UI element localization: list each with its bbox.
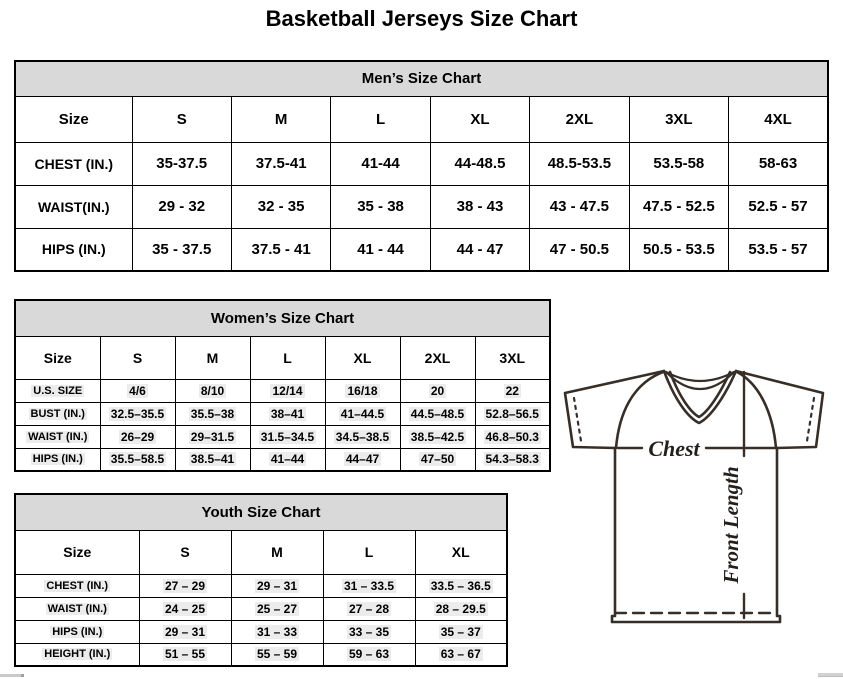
right-cuff-dashed-line: [807, 398, 814, 441]
front-length-label: Front Length: [719, 466, 743, 584]
size-value: 38.5–42.5: [400, 425, 475, 448]
measurement-row: [15, 448, 550, 471]
table-title-row: [15, 300, 550, 336]
row-label: HIPS (IN.): [15, 228, 132, 271]
youth-size-table: [14, 493, 508, 667]
size-value: 26–29: [100, 425, 175, 448]
size-value: 41 - 44: [331, 228, 430, 271]
column-header: L: [250, 336, 325, 379]
size-value: 43 - 47.5: [530, 185, 629, 228]
size-value: 44.5–48.5: [400, 402, 475, 425]
column-header: M: [175, 336, 250, 379]
column-header: 4XL: [729, 96, 828, 142]
column-header: S: [132, 96, 231, 142]
size-value: 28 – 29.5: [415, 597, 507, 620]
size-value: 58-63: [729, 142, 828, 185]
chest-label: Chest: [648, 436, 700, 461]
size-value: 8/10: [175, 379, 250, 402]
column-header: XL: [325, 336, 400, 379]
size-value: 38–41: [250, 402, 325, 425]
size-value: 48.5-53.5: [530, 142, 629, 185]
size-value: 29 - 32: [132, 185, 231, 228]
measurement-row: [15, 228, 828, 271]
size-value: 33 – 35: [323, 620, 415, 643]
column-header: XL: [415, 530, 507, 574]
size-value: 35-37.5: [132, 142, 231, 185]
column-header-row: [15, 96, 828, 142]
column-header: M: [231, 530, 323, 574]
row-label: BUST (IN.): [15, 402, 100, 425]
column-header-row: [15, 530, 507, 574]
size-value: 27 – 28: [323, 597, 415, 620]
size-value: 31 – 33: [231, 620, 323, 643]
size-value: 44-48.5: [430, 142, 529, 185]
size-value: 51 – 55: [139, 643, 231, 666]
row-label: CHEST (IN.): [15, 574, 139, 597]
row-label: WAIST(IN.): [15, 185, 132, 228]
size-value: 27 – 29: [139, 574, 231, 597]
column-header: L: [323, 530, 415, 574]
column-header: XL: [430, 96, 529, 142]
column-header: 2XL: [400, 336, 475, 379]
row-label: HEIGHT (IN.): [15, 643, 139, 666]
size-value: 22: [475, 379, 550, 402]
size-value: 35.5–58.5: [100, 448, 175, 471]
row-label: HIPS (IN.): [15, 620, 139, 643]
jersey-diagram: [562, 366, 828, 626]
size-value: 29–31.5: [175, 425, 250, 448]
size-value: 31.5–34.5: [250, 425, 325, 448]
collar-inner-v: [670, 372, 730, 417]
size-value: 41–44.5: [325, 402, 400, 425]
size-value: 35 - 37.5: [132, 228, 231, 271]
size-value: 44–47: [325, 448, 400, 471]
size-value: 16/18: [325, 379, 400, 402]
column-header: 2XL: [530, 96, 629, 142]
size-value: 24 – 25: [139, 597, 231, 620]
table-title-row: [15, 61, 828, 96]
column-header: Size: [15, 96, 132, 142]
size-value: 41–44: [250, 448, 325, 471]
size-value: 47–50: [400, 448, 475, 471]
size-value: 50.5 - 53.5: [629, 228, 728, 271]
column-header: S: [100, 336, 175, 379]
row-label: WAIST (IN.): [15, 597, 139, 620]
jersey-right-sleeve-outline: [736, 371, 823, 448]
size-value: 41-44: [331, 142, 430, 185]
size-value: 37.5 - 41: [231, 228, 330, 271]
size-value: 53.5 - 57: [729, 228, 828, 271]
womens-size-table: [14, 299, 551, 472]
row-label: HIPS (IN.): [15, 448, 100, 471]
size-value: 38.5–41: [175, 448, 250, 471]
size-value: 46.8–50.3: [475, 425, 550, 448]
size-value: 12/14: [250, 379, 325, 402]
row-label: WAIST (IN.): [15, 425, 100, 448]
measurement-row: [15, 379, 550, 402]
column-header: 3XL: [629, 96, 728, 142]
measurement-row: [15, 402, 550, 425]
size-value: 38 - 43: [430, 185, 529, 228]
size-value: 32.5–35.5: [100, 402, 175, 425]
size-value: 44 - 47: [430, 228, 529, 271]
row-label: U.S. SIZE: [15, 379, 100, 402]
measurement-row: [15, 643, 507, 666]
page-title: Basketball Jerseys Size Chart: [265, 6, 578, 31]
size-value: 52.5 - 57: [729, 185, 828, 228]
measurement-row: [15, 574, 507, 597]
scrollbar-fragment-right[interactable]: [818, 673, 843, 677]
size-value: 47 - 50.5: [530, 228, 629, 271]
column-header: 3XL: [475, 336, 550, 379]
table-title: Youth Size Chart: [15, 494, 507, 530]
column-header: Size: [15, 530, 139, 574]
row-label: CHEST (IN.): [15, 142, 132, 185]
size-value: 29 – 31: [139, 620, 231, 643]
table-title-row: [15, 494, 507, 530]
measurement-row: [15, 425, 550, 448]
size-value: 59 – 63: [323, 643, 415, 666]
table-title: Men’s Size Chart: [15, 61, 828, 96]
size-value: 35 – 37: [415, 620, 507, 643]
size-value: 33.5 – 36.5: [415, 574, 507, 597]
left-cuff-dashed-line: [574, 398, 581, 441]
size-value: 31 – 33.5: [323, 574, 415, 597]
size-value: 52.8–56.5: [475, 402, 550, 425]
measurement-row: [15, 597, 507, 620]
size-value: 54.3–58.3: [475, 448, 550, 471]
size-value: 37.5-41: [231, 142, 330, 185]
table-title: Women’s Size Chart: [15, 300, 550, 336]
size-value: 25 – 27: [231, 597, 323, 620]
size-value: 34.5–38.5: [325, 425, 400, 448]
mens-size-table: [14, 60, 829, 272]
jersey-body-outline: [612, 448, 780, 622]
size-value: 63 – 67: [415, 643, 507, 666]
size-value: 35.5–38: [175, 402, 250, 425]
size-value: 53.5-58: [629, 142, 728, 185]
size-value: 20: [400, 379, 475, 402]
column-header: S: [139, 530, 231, 574]
size-value: 29 – 31: [231, 574, 323, 597]
column-header: L: [331, 96, 430, 142]
measurement-row: [15, 185, 828, 228]
column-header: M: [231, 96, 330, 142]
size-value: 47.5 - 52.5: [629, 185, 728, 228]
measurement-row: [15, 142, 828, 185]
scrollbar-fragment-left[interactable]: [0, 674, 24, 677]
column-header-row: [15, 336, 550, 379]
measurement-row: [15, 620, 507, 643]
size-value: 32 - 35: [231, 185, 330, 228]
size-value: 4/6: [100, 379, 175, 402]
column-header: Size: [15, 336, 100, 379]
size-value: 55 – 59: [231, 643, 323, 666]
size-value: 35 - 38: [331, 185, 430, 228]
